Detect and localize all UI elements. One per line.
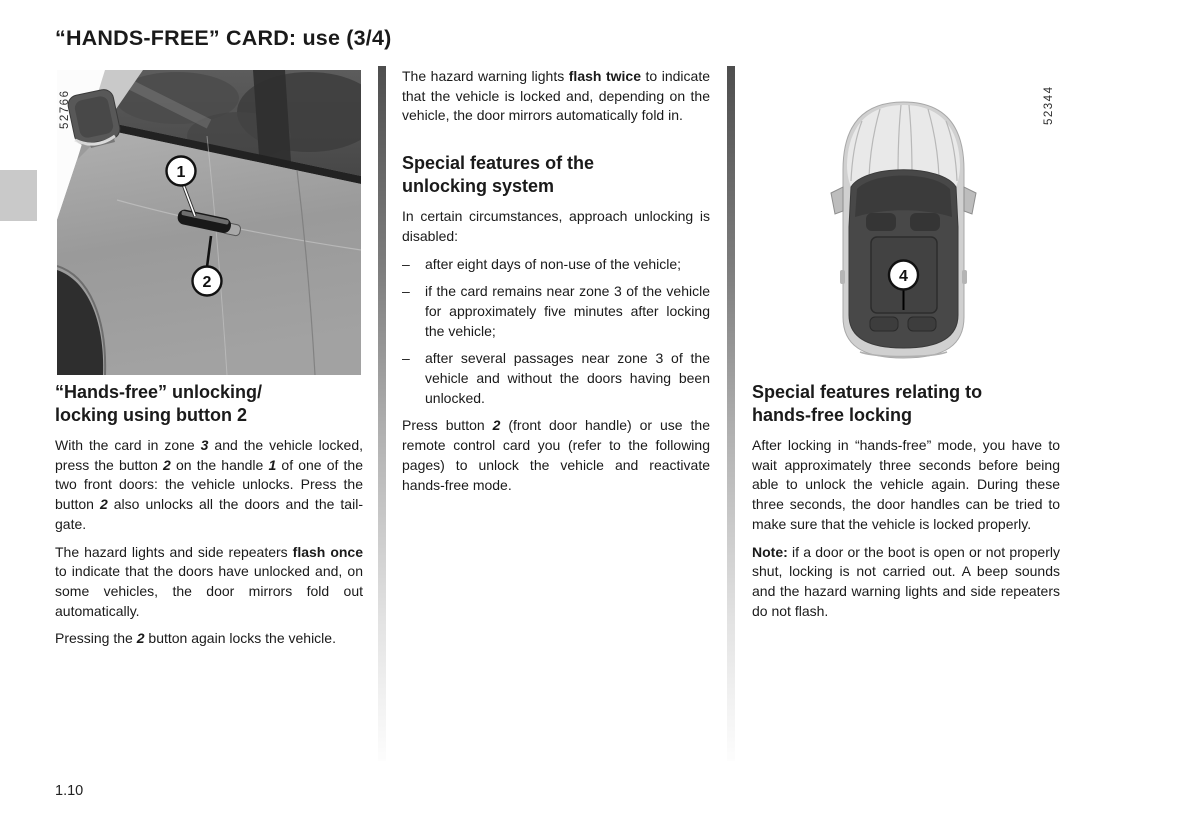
page-title: “HANDS-FREE” CARD: use (3/4) — [55, 26, 392, 50]
bullet-dash: – — [402, 255, 410, 272]
column-divider-right — [727, 66, 735, 761]
left-mirror — [831, 187, 843, 214]
list-item-1: – after eight days of non-use of the vehicle; — [402, 255, 710, 275]
right-paragraph-1: After locking in “hands-free” mode, you have to wait approximately three seconds before being able to unlock the vehicle again. During these three seconds, the door handles can be tried to make sure that the vehicle is locked properly. — [752, 437, 1060, 532]
left-paragraph-2: The hazard lights and side repeaters flash once to indicate that the doors have unlocked and, on some vehicles, the door mirrors fold out automatically. — [55, 543, 364, 619]
list-item-2: – if the card remains near zone 3 of the vehicle for approximately five minutes after locking the vehicle; — [402, 282, 710, 341]
column-divider-left — [378, 66, 386, 761]
right-note-paragraph: Note: if a door or the boot is open or not properly shut, locking is not carried out. A beep sounds and the hazard warning lights and side repeaters do not flash. — [752, 543, 1060, 619]
middle-paragraph-3: Press button 2 (front door handle) or use the remote control card you (refer to the following pages) to unlock the vehicle and reactivate hands-free mode. — [402, 417, 710, 493]
right-column — [752, 381, 1060, 629]
middle-section-heading: Special features of the unlocking system — [402, 153, 595, 197]
left-column — [55, 381, 363, 657]
left-paragraph-3: Pressing the 2 button again locks the vehicle. — [55, 630, 336, 647]
chapter-tab-marker — [0, 170, 37, 221]
car-top-view-figure — [752, 65, 1082, 375]
page-number: 1.10 — [55, 783, 84, 799]
callout-2-badge — [193, 267, 222, 296]
door-figure — [57, 70, 361, 375]
figure-code-car: 52344 — [1043, 85, 1055, 125]
middle-paragraph-1: The hazard warning lights flash twice to indicate that the vehicle is locked and, depending on the vehicle, the door mirrors automatically fold in. — [402, 68, 710, 124]
right-mirror — [964, 187, 976, 214]
middle-column — [402, 67, 710, 503]
bullet-dash: – — [402, 350, 410, 367]
list-item-3: – after several passages near zone 3 of the vehicle and without the doors having been unlocked. — [402, 349, 710, 408]
left-section-heading: “Hands-free” unlocking/ locking using button 2 — [55, 382, 263, 425]
callout-1-badge — [167, 157, 196, 186]
figure-code-door: 52766 — [59, 89, 71, 129]
callout-2-number: 2 — [202, 274, 212, 291]
callout-4-number: 4 — [899, 268, 908, 285]
door-illustration — [57, 70, 361, 375]
left-paragraph-1: With the card in zone 3 and the vehicle locked, press the button 2 on the handle 1 of one of the two front doors: the vehicle unlocks. Press the button 2 also unlocks all the doors and the tailgate. — [55, 437, 364, 532]
bullet-dash: – — [402, 283, 410, 300]
right-section-heading: Special features relating to hands-free locking — [752, 382, 983, 425]
callout-4-badge — [889, 261, 918, 290]
callout-1-number: 1 — [176, 164, 186, 181]
car-top-view-illustration — [752, 65, 1082, 375]
middle-paragraph-2: In certain circumstances, approach unlocking is disabled: — [402, 208, 710, 244]
